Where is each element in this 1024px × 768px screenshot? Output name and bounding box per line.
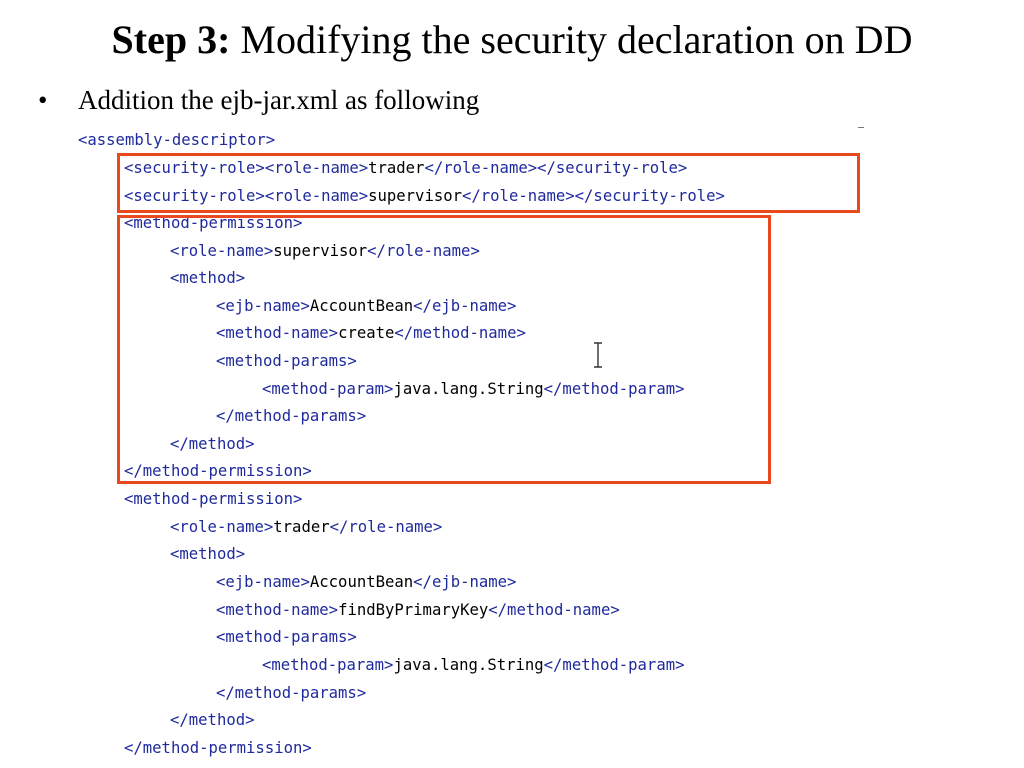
xml-tag: <role-name> xyxy=(170,518,274,536)
code-line xyxy=(124,738,312,758)
xml-tag: </method-name> xyxy=(488,601,620,619)
xml-tag: </method-param> xyxy=(543,380,685,398)
xml-value: java.lang.String xyxy=(393,380,544,398)
bullet-text: Addition the ejb-jar.xml as following xyxy=(78,85,480,115)
xml-tag: </method> xyxy=(170,711,255,729)
code-line xyxy=(124,489,302,509)
xml-tag: <method-permission> xyxy=(124,490,303,508)
security-role-highlight xyxy=(117,153,860,213)
xml-tag: <method-permission> xyxy=(124,214,303,232)
xml-tag: </method-permission> xyxy=(124,462,312,480)
code-line xyxy=(216,683,366,703)
xml-value: supervisor xyxy=(273,242,368,260)
xml-tag: <method-param> xyxy=(262,656,394,674)
xml-tag: <role-name> xyxy=(170,242,274,260)
code-line xyxy=(216,572,516,592)
xml-value: java.lang.String xyxy=(393,656,544,674)
xml-value: trader xyxy=(368,159,425,177)
xml-tag: <security-role><role-name> xyxy=(124,187,369,205)
text-cursor-icon xyxy=(592,341,604,369)
xml-tag: </method-param> xyxy=(543,656,685,674)
bullet-item xyxy=(38,82,479,118)
xml-tag: </role-name> xyxy=(367,242,480,260)
xml-tag: </role-name></security-role> xyxy=(424,159,688,177)
xml-tag: <assembly-descriptor> xyxy=(78,131,276,149)
method-permission-highlight xyxy=(117,215,771,484)
xml-tag: </method> xyxy=(170,435,255,453)
xml-tag: <method-param> xyxy=(262,380,394,398)
xml-tag: <method> xyxy=(170,269,246,287)
code-line xyxy=(170,710,255,730)
corner-mark xyxy=(858,127,864,128)
xml-tag: <method-params> xyxy=(216,352,357,370)
xml-tag: <method-name> xyxy=(216,601,339,619)
xml-tag: </ejb-name> xyxy=(413,573,517,591)
xml-tag: <ejb-name> xyxy=(216,573,310,591)
slide-title-text: Modifying the security declaration on DD xyxy=(240,17,913,62)
xml-value: findByPrimaryKey xyxy=(338,601,489,619)
code-line xyxy=(170,544,245,564)
xml-value: AccountBean xyxy=(309,573,414,591)
xml-value: create xyxy=(338,324,395,342)
code-line xyxy=(170,517,442,537)
xml-tag: <method> xyxy=(170,545,246,563)
xml-tag: </ejb-name> xyxy=(413,297,517,315)
xml-tag: </role-name> xyxy=(329,518,443,536)
code-line xyxy=(262,655,684,675)
xml-tag: <ejb-name> xyxy=(216,297,310,315)
code-line xyxy=(216,627,357,647)
xml-tag: <security-role><role-name> xyxy=(124,159,369,177)
xml-tag: <method-name> xyxy=(216,324,339,342)
xml-tag: </method-name> xyxy=(394,324,526,342)
slide-title xyxy=(0,12,1024,68)
xml-tag: </method-permission> xyxy=(124,739,312,757)
code-line xyxy=(78,130,275,150)
xml-value: AccountBean xyxy=(309,297,414,315)
xml-tag: </method-params> xyxy=(216,407,367,425)
xml-value: trader xyxy=(273,518,330,536)
xml-value: supervisor xyxy=(368,187,462,205)
bullet-icon: • xyxy=(38,85,48,115)
code-line xyxy=(216,600,620,620)
slide-title-step: Step 3: xyxy=(111,17,231,62)
xml-tag: <method-params> xyxy=(216,628,357,646)
xml-tag: </role-name></security-role> xyxy=(462,187,725,205)
xml-tag: </method-params> xyxy=(216,684,367,702)
